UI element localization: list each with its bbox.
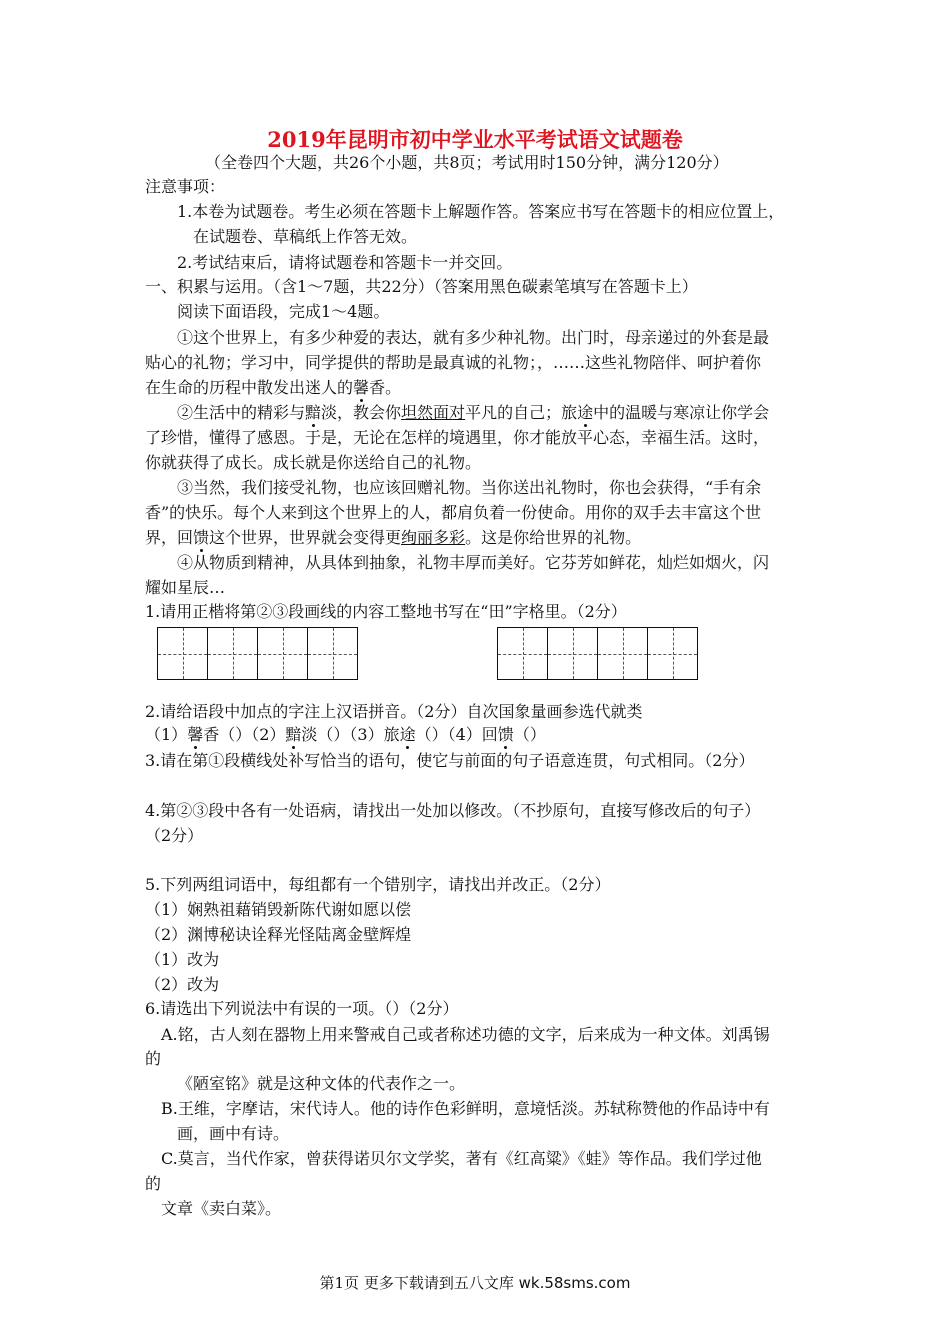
option-c-line-1: C.莫言，当代作家，曾获得诺贝尔文学奖，著有《红高粱》《蛙》等作品。我们学过他 (161, 1149, 762, 1168)
paragraph-3-line-1: ③当然，我们接受礼物，也应该回赠礼物。当你送出礼物时，你也会获得，“手有余 (177, 478, 762, 497)
dotted-char: 黯 (305, 403, 322, 422)
section-1-heading: 一、积累与运用。（含1～7题，共22分）（答案用黑色碳素笔填写在答题卡上） (145, 277, 698, 296)
option-a-line-1: A.铭，古人刻在器物上用来警戒自己或者称述功德的文字，后来成为一种文体。刘禹锡 (161, 1025, 770, 1044)
paragraph-1-line-3: 在生命的历程中散发出迷人的馨香。 (145, 378, 402, 397)
note-1-line-2: 在试题卷、草稿纸上作答无效。 (193, 227, 418, 246)
option-c-line-3: 文章《卖白菜》。 (161, 1199, 282, 1218)
subtitle: （全卷四个大题，共26个小题，共8页；考试用时150分钟，满分120分） (205, 153, 729, 172)
paragraph-3-line-3: 界，回馈这个世界，世界就会变得更绚丽多彩。这是你给世界的礼物。 (145, 528, 642, 547)
tianzige-grid-left[interactable] (157, 627, 357, 680)
question-5-answer-2: （2）改为 (145, 975, 220, 994)
grid-cell[interactable] (157, 627, 208, 680)
underlined-phrase: 绚丽多彩 (401, 528, 466, 547)
question-5-answer-1: （1）改为 (145, 950, 220, 969)
question-5-group-2: （2）渊博秘诀诠释光怪陆离金壁辉煌 (145, 925, 412, 944)
grid-cell[interactable] (257, 627, 308, 680)
note-2: 2.考试结束后，请将试题卷和答题卡一并交回。 (177, 253, 513, 272)
paragraph-1-line-2: 贴心的礼物；学习中，同学提供的帮助是最真诚的礼物；，……这些礼物陪伴、呵护着你 (145, 353, 762, 372)
notes-heading: 注意事项： (145, 177, 226, 196)
paragraph-2-line-3: 你就获得了成长。成长就是你送给自己的礼物。 (145, 453, 482, 472)
grid-cell[interactable] (497, 627, 548, 680)
dotted-char: 馈 (193, 528, 210, 547)
question-6: 6.请选出下列说法中有误的一项。（）（2分） (145, 999, 459, 1018)
grid-cell[interactable] (307, 627, 358, 680)
option-a-line-2: 的 (145, 1049, 162, 1068)
paragraph-4-line-1: ④从物质到精神，从具体到抽象，礼物丰厚而美好。它芬芳如鲜花，灿烂如烟火，闪 (177, 553, 770, 572)
grid-cell[interactable] (547, 627, 598, 680)
grid-cell[interactable] (647, 627, 698, 680)
question-4-line-2: （2分） (145, 826, 204, 845)
option-a-line-3: 《陋室铭》就是这种文体的代表作之一。 (177, 1074, 466, 1093)
dotted-char: 馈 (497, 725, 514, 744)
grid-cell[interactable] (207, 627, 258, 680)
question-2-items: （1）馨香（）（2）黯淡（）（3）旅途（）（4）回馈（） (145, 725, 546, 744)
question-3: 3.请在第①段横线处补写恰当的语句，使它与前面的句子语意连贯，句式相同。（2分） (145, 751, 755, 770)
grid-cell[interactable] (597, 627, 648, 680)
dotted-char: 途 (577, 403, 594, 422)
dotted-char: 途 (399, 725, 416, 744)
reading-instruction: 阅读下面语段，完成1～4题。 (177, 302, 390, 321)
dotted-char: 馨 (187, 725, 204, 744)
question-2: 2.请给语段中加点的字注上汉语拼音。（2分）自次国象量画参选代就类 (145, 702, 643, 721)
underlined-phrase: 坦然面对 (401, 403, 466, 422)
tianzige-grid-right[interactable] (497, 627, 697, 680)
option-b-line-2: 画，画中有诗。 (177, 1124, 290, 1143)
question-1: 1.请用正楷将第②③段画线的内容工整地书写在“田”字格里。（2分） (145, 602, 627, 621)
dotted-char: 黯 (285, 725, 302, 744)
dotted-char: 馨 (353, 378, 370, 397)
paragraph-4-line-2: 耀如星辰… (145, 578, 226, 597)
paragraph-1-line-1: ①这个世界上，有多少种爱的表达，就有多少种礼物。出门时，母亲递过的外套是最 (177, 328, 770, 347)
paragraph-3-line-2: 香”的快乐。每个人来到这个世界上的人，都肩负着一份使命。用你的双手去丰富这个世 (145, 503, 762, 522)
paragraph-2-line-2: 了珍惜，懂得了感恩。于是，无论在怎样的境遇里，你才能放平心态，幸福生活。这时， (145, 428, 770, 447)
page-footer: 第1页 更多下载请到五八文库 wk.58sms.com (319, 1274, 631, 1292)
question-4-line-1: 4.第②③段中各有一处语病，请找出一处加以修改。（不抄原句，直接写修改后的句子） (145, 801, 761, 820)
option-c-line-2: 的 (145, 1174, 162, 1193)
footer-link[interactable]: wk.58sms.com (518, 1274, 631, 1292)
page-title: 2019年昆明市初中学业水平考试语文试题卷 (267, 127, 683, 152)
question-5-group-1: （1）娴熟祖藉销毁新陈代谢如愿以偿 (145, 900, 412, 919)
question-5: 5.下列两组词语中，每组都有一个错别字，请找出并改正。（2分） (145, 875, 611, 894)
option-b-line-1: B.王维，字摩诘，宋代诗人。他的诗作色彩鲜明，意境恬淡。苏轼称赞他的作品诗中有 (161, 1099, 770, 1118)
paragraph-2-line-1: ②生活中的精彩与黯淡，教会你坦然面对平凡的自己；旅途中的温暖与寒凉让你学会 (177, 403, 770, 422)
note-1-line-1: 1.本卷为试题卷。考生必须在答题卡上解题作答。答案应书写在答题卡的相应位置上， (177, 202, 785, 221)
